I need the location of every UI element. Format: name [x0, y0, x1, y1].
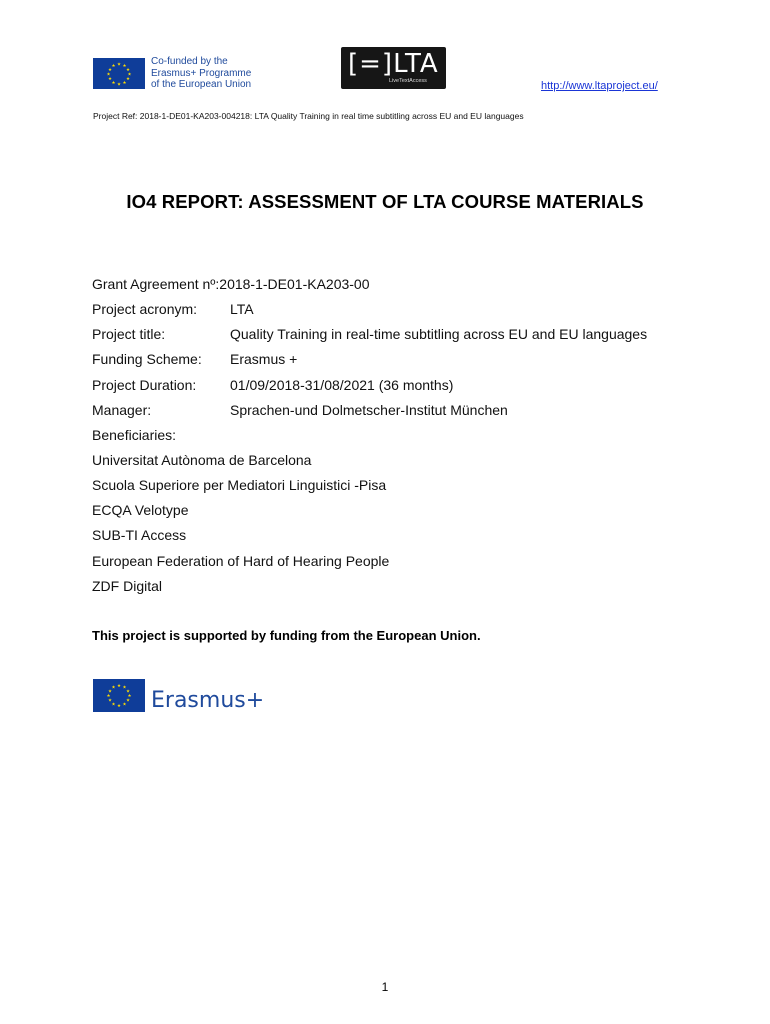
svg-text:★: ★	[111, 64, 116, 69]
beneficiary-item: European Federation of Hard of Hearing People	[92, 553, 390, 569]
svg-text:★: ★	[125, 689, 131, 695]
eu-flag-icon	[93, 58, 145, 89]
svg-text:★: ★	[125, 698, 131, 704]
svg-text:★: ★	[107, 68, 113, 73]
svg-text:★: ★	[107, 689, 113, 695]
svg-text:★: ★	[127, 72, 132, 78]
svg-text:★: ★	[127, 694, 132, 699]
cofund-line: of the European Union	[151, 79, 252, 90]
detail-value-acronym: LTA	[230, 301, 254, 317]
detail-value-manager: Sprachen-und Dolmetscher-Institut München	[230, 402, 508, 418]
project-website-link[interactable]: http://www.ltaproject.eu/	[541, 80, 658, 92]
svg-text:★: ★	[111, 685, 116, 691]
lta-logo-brand: [=]LTA	[348, 49, 439, 79]
erasmus-logo-text: Erasmus+	[151, 688, 265, 713]
detail-label-funding: Funding Scheme:	[92, 351, 202, 367]
detail-label-title: Project title:	[92, 326, 166, 342]
eu-support-statement: This project is supported by funding from the European Union.	[92, 628, 481, 643]
detail-value-duration: 01/09/2018-31/08/2021 (36 months)	[230, 377, 454, 393]
detail-value-funding: Erasmus +	[230, 351, 298, 367]
svg-text:★: ★	[122, 64, 127, 69]
svg-text:★: ★	[106, 694, 111, 699]
svg-text:★: ★	[116, 62, 122, 68]
svg-text:★: ★	[106, 72, 111, 78]
project-reference: Project Ref: 2018-1-DE01-KA203-004218: LTA Quality Training in real time subtitling across EU and EU languages	[93, 111, 524, 121]
detail-label-acronym: Project acronym:	[92, 301, 198, 317]
lta-logo-subtitle: LiveTextAccess	[389, 78, 427, 84]
beneficiary-item: ZDF Digital	[92, 578, 163, 594]
svg-text:★: ★	[125, 77, 131, 82]
cofund-text	[151, 56, 251, 91]
detail-label-duration: Project Duration:	[92, 377, 197, 393]
svg-text:★: ★	[116, 684, 122, 689]
beneficiaries-label: Beneficiaries:	[92, 427, 177, 443]
svg-text:★: ★	[125, 68, 131, 73]
grant-agreement: Grant Agreement nº:2018-1-DE01-KA203-00	[92, 276, 370, 292]
beneficiary-item: Universitat Autònoma de Barcelona	[92, 452, 312, 468]
svg-text:★: ★	[111, 702, 116, 708]
beneficiary-item: Scuola Superiore per Mediatori Linguistici -Pisa	[92, 477, 387, 493]
svg-text:★: ★	[111, 81, 116, 86]
svg-text:★: ★	[107, 77, 113, 82]
svg-text:★: ★	[122, 702, 127, 708]
report-title: IO4 REPORT: ASSESSMENT OF LTA COURSE MATERIALS	[126, 191, 644, 212]
beneficiary-item: SUB-TI Access	[92, 527, 187, 543]
svg-text:★: ★	[122, 685, 127, 691]
svg-text:★: ★	[107, 698, 113, 704]
cofund-line: Co-funded by the	[151, 56, 228, 67]
page-number: 1	[381, 980, 389, 994]
erasmus-flag-icon	[93, 679, 145, 712]
svg-text:★: ★	[116, 82, 122, 88]
lta-logo	[341, 47, 446, 89]
cofund-line: Erasmus+ Programme	[151, 67, 252, 79]
beneficiary-item: ECQA Velotype	[92, 502, 189, 518]
detail-label-manager: Manager:	[92, 402, 152, 418]
svg-text:★: ★	[116, 704, 122, 709]
svg-text:★: ★	[122, 81, 127, 86]
detail-value-title: Quality Training in real-time subtitling across EU and EU languages	[230, 326, 648, 342]
